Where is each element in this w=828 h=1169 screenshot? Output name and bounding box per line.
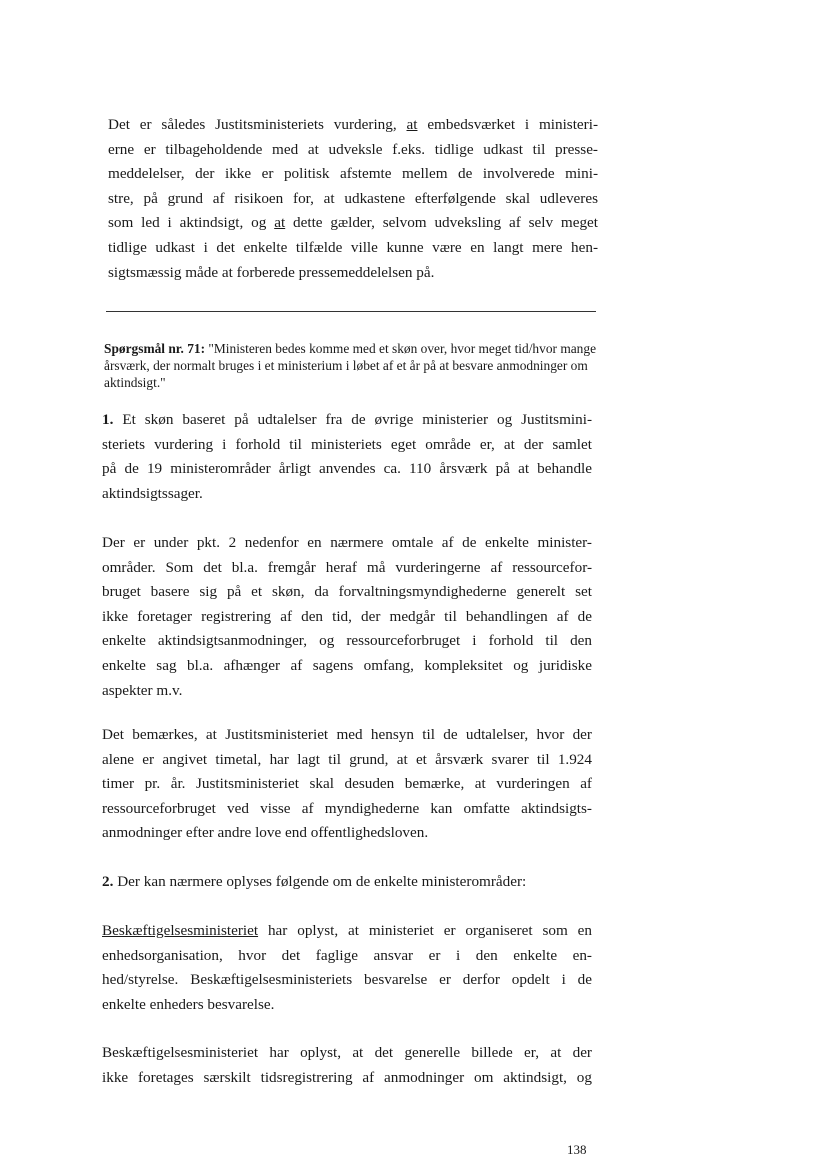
- text-line: ikke foretager registrering af den tid, der medgår til behandlingen af de: [102, 607, 592, 625]
- text-line: aspekter m.v.: [102, 681, 183, 699]
- text-line: enhedsorganisation, hvor det faglige ansvar er i den enkelte en-: [102, 946, 592, 964]
- paragraph-7: [102, 1041, 592, 1090]
- text-line: alene er angivet timetal, har lagt til grund, at et årsværk svarer til 1.924: [102, 750, 592, 768]
- text-line: meddelelser, der ikke er politisk afstemte mellem de involverede mini-: [108, 165, 598, 183]
- paragraph-4: [102, 723, 592, 846]
- text-line: stre, på grund af risikoen for, at udkastene efterfølgende skal udleveres: [108, 189, 598, 207]
- text-line: hed/styrelse. Beskæftigelsesministeriets besvarelse er derfor opdelt i de: [102, 971, 592, 989]
- text-line: enkelte sag bl.a. afhænger af sagens omfang, kompleksitet og juridiske: [102, 656, 592, 674]
- text-line: områder. Som det bl.a. fremgår heraf må vurderingerne af ressourcefor-: [102, 558, 592, 576]
- text-line: Det er således Justitsministeriets vurdering, at embedsværket i ministeri-: [108, 116, 598, 133]
- text-line: på de 19 ministerområder årligt anvendes ca. 110 årsværk på at behandle: [102, 460, 592, 478]
- text-line: ikke foretages særskilt tidsregistrering af anmodninger om aktindsigt, og: [102, 1068, 592, 1086]
- text-line: enkelte aktindsigtsanmodninger, og ressourceforbruget i forhold til den: [102, 632, 592, 650]
- text-line: steriets vurdering i forhold til ministeriets eget område er, at der samlet: [102, 435, 592, 453]
- text-line: tidlige udkast i det enkelte tilfælde ville kunne være en langt mere hen-: [108, 238, 598, 256]
- question-label: Spørgsmål nr. 71:: [104, 341, 206, 356]
- text-line: Beskæftigelsesministeriet har oplyst, at ministeriet er organiseret som en: [102, 922, 592, 939]
- paragraph-1: [108, 113, 598, 285]
- paragraph-5: [102, 870, 592, 895]
- text-line: ressourceforbruget ved visse af myndighederne kan omfatte aktindsigts-: [102, 799, 592, 817]
- paragraph-2: [102, 408, 592, 506]
- text-line: Der er under pkt. 2 nedenfor en nærmere omtale af de enkelte minister-: [102, 534, 592, 551]
- text-line: timer pr. år. Justitsministeriet skal desuden bemærke, at vurderingen af: [102, 775, 592, 793]
- text-line: enkelte enheders besvarelse.: [102, 995, 275, 1013]
- text-line: bruget basere sig på et skøn, da forvaltningsmyndighederne generelt set: [102, 583, 592, 601]
- text-line: 1. Et skøn baseret på udtalelser fra de øvrige ministerier og Justitsmini-: [102, 411, 592, 428]
- horizontal-divider: [106, 311, 596, 312]
- question-text: "Ministeren bedes komme med et skøn over, hvor meget tid/hvor mange årsværk, der normalt bruges i et ministerium i løbet af et år på at besvare anmodninger om aktindsigt.": [104, 341, 597, 391]
- text-line: erne er tilbageholdende med at udveksle f.eks. tidlige udkast til presse-: [108, 140, 598, 158]
- paragraph-6: [102, 919, 592, 1017]
- question-71: [104, 340, 596, 392]
- text-line: som led i aktindsigt, og at dette gælder, selvom udveksling af selv meget: [108, 214, 599, 232]
- text-line: sigtsmæssig måde at forberede pressemeddelelsen på.: [108, 263, 435, 281]
- paragraph-3: [102, 531, 592, 703]
- text-line: Det bemærkes, at Justitsministeriet med hensyn til de udtalelser, hvor der: [102, 726, 592, 743]
- text-line: 2. Der kan nærmere oplyses følgende om de enkelte ministerområder:: [102, 873, 527, 890]
- text-line: anmodninger efter andre love end offentlighedsloven.: [102, 824, 429, 842]
- text-line: aktindsigtssager.: [102, 484, 203, 502]
- page-number: 138: [567, 1142, 587, 1157]
- text-line: Beskæftigelsesministeriet har oplyst, at det generelle billede er, at der: [102, 1044, 592, 1061]
